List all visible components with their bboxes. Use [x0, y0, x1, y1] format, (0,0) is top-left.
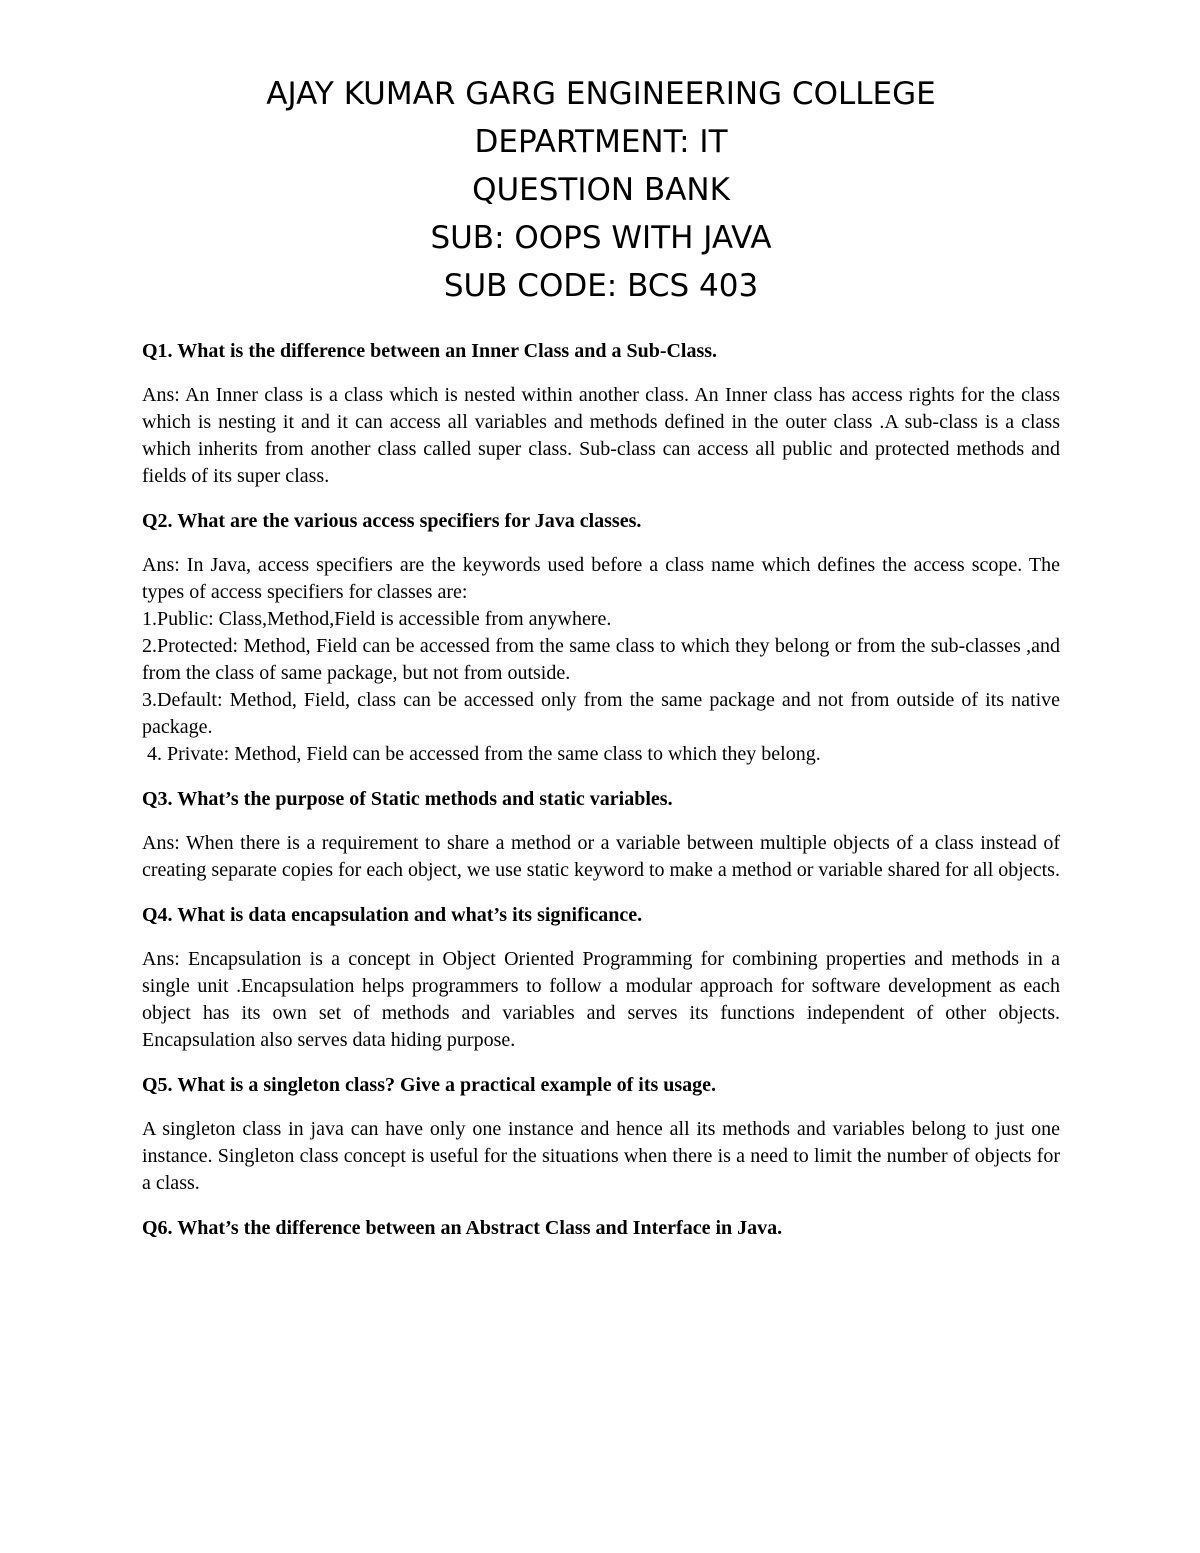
access-specifier-default: 3.Default: Method, Field, class can be accessed only from the same package and not from outside of its native package.	[142, 689, 1060, 738]
subject: SUB: OOPS WITH JAVA	[430, 220, 772, 256]
answer-4: Ans: Encapsulation is a concept in Object Oriented Programming for combining properties and methods in a single unit .Encapsulation helps programmers to follow a modular approach for software development as each object has its own set of methods and variables and serves its functions independent of other objects. Encapsulation also serves data hiding purpose.	[142, 948, 1060, 1051]
question-3: Q3. What’s the purpose of Static methods and static variables.	[142, 788, 673, 810]
question-2: Q2. What are the various access specifiers for Java classes.	[142, 510, 642, 532]
answer-2-intro: Ans: In Java, access specifiers are the keywords used before a class name which defines the access scope. The types of access specifiers for classes are:	[142, 554, 1060, 603]
access-specifier-private: 4. Private: Method, Field can be accessed from the same class to which they belong.	[142, 743, 821, 765]
document-page	[142, 70, 1060, 1259]
question-6: Q6. What’s the difference between an Abstract Class and Interface in Java.	[142, 1217, 783, 1239]
subject-code: SUB CODE: BCS 403	[443, 268, 759, 304]
answer-2	[142, 552, 1060, 768]
question-4: Q4. What is data encapsulation and what’s its significance.	[142, 904, 643, 926]
question-5: Q5. What is a singleton class? Give a practical example of its usage.	[142, 1074, 717, 1096]
access-specifier-public: 1.Public: Class,Method,Field is accessible from anywhere.	[142, 608, 612, 630]
answer-5: A singleton class in java can have only one instance and hence all its methods and variables belong to just one instance. Singleton class concept is useful for the situations when there is a need to limit the number of objects for a class.	[142, 1118, 1060, 1194]
college-name: AJAY KUMAR GARG ENGINEERING COLLEGE	[266, 76, 936, 112]
access-specifier-protected: 2.Protected: Method, Field can be accessed from the same class to which they belong or from the sub-classes ,and from the class of same package, but not from outside.	[142, 635, 1060, 684]
question-1: Q1. What is the difference between an Inner Class and a Sub-Class.	[142, 340, 718, 362]
answer-1: Ans: An Inner class is a class which is nested within another class. An Inner class has access rights for the class which is nesting it and it can access all variables and methods defined in the outer class .A sub-class is a class which inherits from another class called super class. Sub-class can access all public and protected methods and fields of its super class.	[142, 384, 1060, 487]
document-header	[142, 70, 1060, 310]
document-type: QUESTION BANK	[472, 172, 730, 208]
answer-3: Ans: When there is a requirement to share a method or a variable between multiple objects of a class instead of creating separate copies for each object, we use static keyword to make a method or variable shared for all objects.	[142, 832, 1060, 881]
department: DEPARTMENT: IT	[474, 124, 728, 160]
